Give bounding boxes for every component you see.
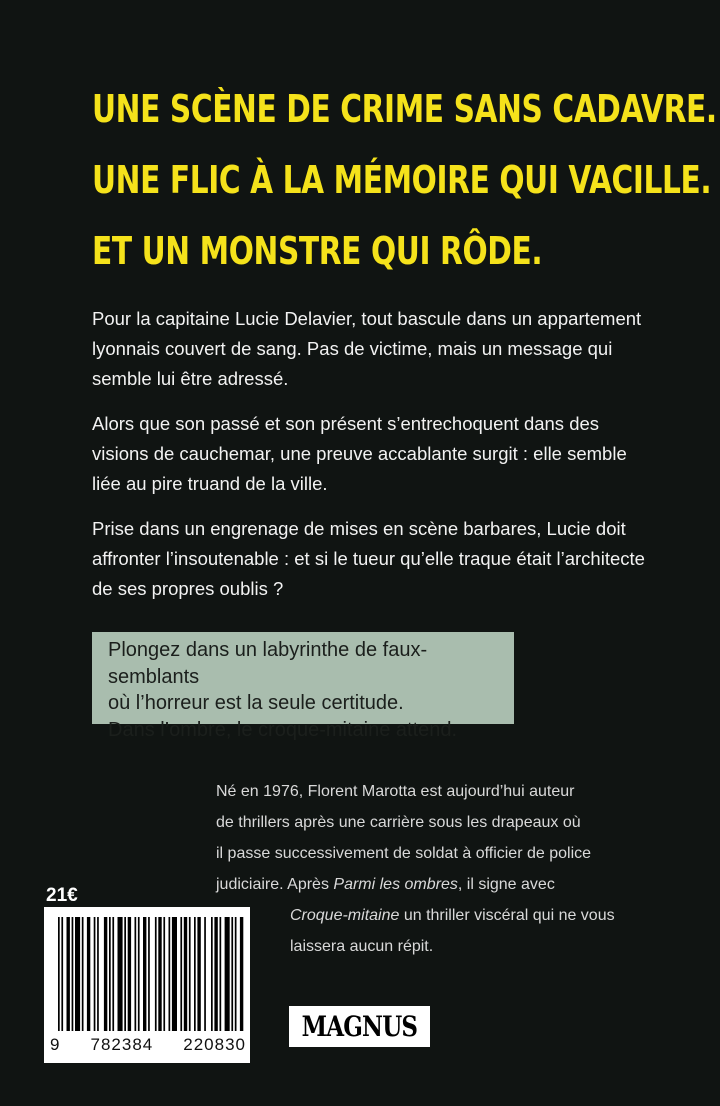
barcode-bar: [204, 917, 206, 1031]
barcode-bar: [94, 917, 96, 1031]
barcode-bar: [104, 917, 107, 1031]
barcode-bar: [163, 917, 165, 1031]
bio-text: judiciaire. Après: [216, 876, 334, 893]
synopsis: [92, 304, 652, 619]
barcode-bar: [235, 917, 237, 1031]
publisher-logo: [289, 1006, 430, 1047]
barcode-bar: [169, 917, 171, 1031]
barcode-digits: [50, 1035, 246, 1055]
barcode-bar: [172, 917, 177, 1031]
barcode-bar: [61, 917, 63, 1031]
bio-line-2: de thrillers après une carrière sous les drapeaux où: [216, 814, 581, 831]
barcode-bar: [189, 917, 191, 1031]
bio-text: un thriller viscéral qui ne vous: [399, 907, 615, 924]
barcode-bar: [87, 917, 90, 1031]
barcode-bar: [128, 917, 131, 1031]
barcode-bar: [138, 917, 140, 1031]
barcode-bar: [214, 917, 217, 1031]
barcode-bar: [148, 917, 150, 1031]
book-title-parmi-les-ombres: Parmi les ombres: [333, 876, 458, 893]
barcode-digit-first: 9: [50, 1035, 61, 1054]
tagline-line-1: UNE SCÈNE DE CRIME SANS CADAVRE.: [92, 87, 717, 131]
barcode-group-left: 782384: [90, 1035, 154, 1054]
tagline: [92, 74, 717, 287]
barcode-bar: [58, 917, 60, 1031]
barcode-bar: [194, 917, 196, 1031]
synopsis-paragraph-1: Pour la capitaine Lucie Delavier, tout bascule dans un appartement lyonnais couvert de sang. Pas de victime, mais un message qui semble lui être adressé.: [92, 308, 642, 389]
barcode-bar: [211, 917, 213, 1031]
bio-line-5: [216, 900, 682, 931]
tagline-line-2: UNE FLIC À LA MÉMOIRE QUI VACILLE.: [92, 158, 712, 202]
bio-line-4: [216, 869, 682, 900]
barcode-bar: [135, 917, 137, 1031]
barcode-bar: [72, 917, 74, 1031]
bio-line-6: laissera aucun répit.: [290, 938, 434, 955]
barcode-bar: [143, 917, 146, 1031]
synopsis-paragraph-3: Prise dans un engrenage de mises en scène barbares, Lucie doit affronter l’insoutenable : et si le tueur qu’elle traque était l’architecte de ses propres oublis ?: [92, 518, 645, 599]
barcode-bar: [220, 917, 222, 1031]
barcode-bar: [82, 917, 84, 1031]
barcode-bar: [180, 917, 182, 1031]
author-bio: [216, 776, 682, 962]
barcode-bar: [158, 917, 161, 1031]
barcode-bar: [118, 917, 123, 1031]
book-title-croque-mitaine: Croque-mitaine: [290, 907, 400, 924]
bio-text: , il signe avec: [457, 876, 555, 893]
barcode-bar: [231, 917, 233, 1031]
teaser-line-3: Dans l’ombre, le croque-mitaine attend.: [108, 718, 458, 741]
barcode-bar: [155, 917, 157, 1031]
barcode-bar: [109, 917, 111, 1031]
publisher-logo-text: MAGNUS: [301, 1010, 418, 1043]
teaser-line-1: Plongez dans un labyrinthe de faux-semblants: [108, 639, 428, 688]
teaser-line-2: où l’horreur est la seule certitude.: [108, 692, 404, 714]
tagline-line-3: ET UN MONSTRE QUI RÔDE.: [92, 229, 543, 273]
teaser-box: [92, 632, 514, 741]
barcode: [44, 907, 250, 1063]
barcode-bar: [124, 917, 126, 1031]
synopsis-paragraph-2: Alors que son passé et son présent s’entrechoquent dans des visions de cauchemar, une preuve accablante surgit : elle semble liée au pire truand de la ville.: [92, 413, 627, 494]
barcode-group-right: 220830: [183, 1035, 246, 1054]
barcode-bar: [240, 917, 243, 1031]
barcode-bar: [197, 917, 200, 1031]
barcode-bar: [184, 917, 187, 1031]
barcode-bar: [75, 917, 80, 1031]
price-label: 21€: [46, 885, 78, 906]
bio-line-1: Né en 1976, Florent Marotta est aujourd’hui auteur: [216, 783, 575, 800]
bio-line-3: il passe successivement de soldat à officier de police: [216, 845, 592, 862]
barcode-bar: [225, 917, 230, 1031]
barcode-bar: [112, 917, 114, 1031]
barcode-bar: [97, 917, 99, 1031]
barcode-bar: [67, 917, 70, 1031]
